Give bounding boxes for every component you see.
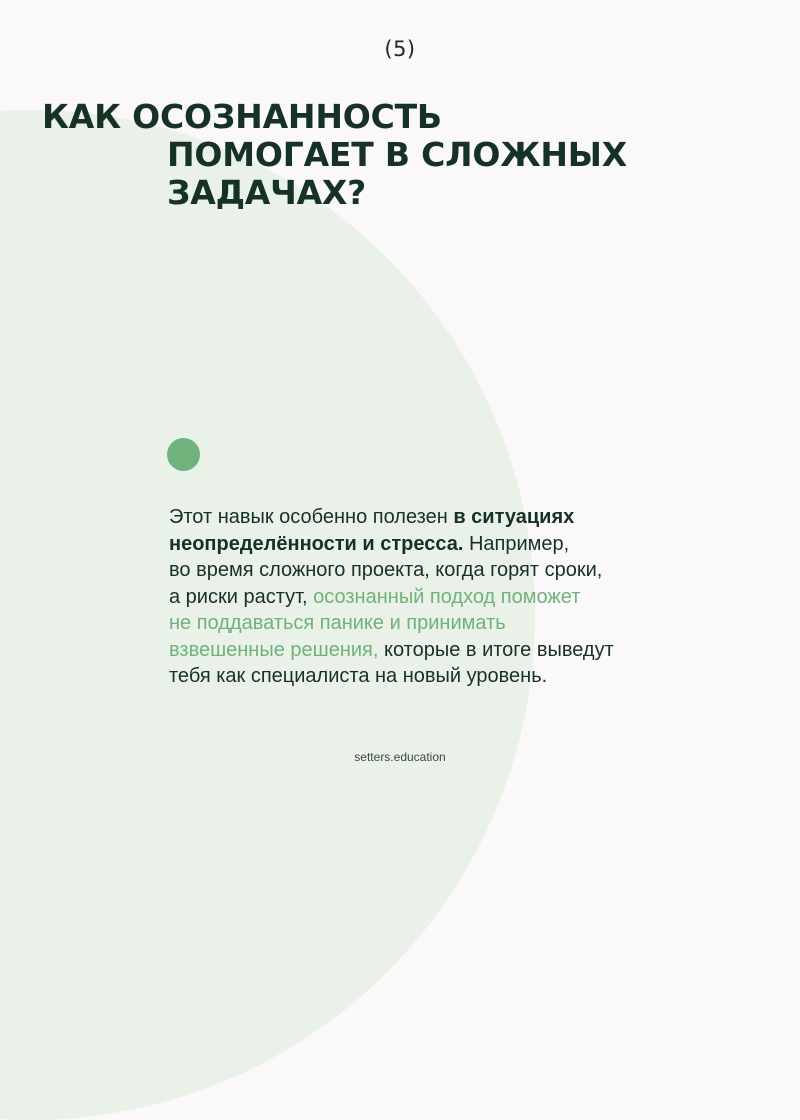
body-line-1 — [169, 504, 769, 531]
body-line-3: во время сложного проекта, когда горят сроки, — [169, 559, 603, 581]
body-text-highlight: осознанный подход поможет — [313, 585, 581, 608]
body-text — [169, 504, 769, 690]
body-line-7: тебя как специалиста на новый уровень. — [169, 665, 548, 687]
accent-dot — [167, 438, 200, 471]
body-text-bold: в ситуациях — [453, 506, 575, 528]
body-line-6 — [169, 637, 769, 664]
page-number: (5) — [384, 37, 416, 61]
title-line-3: ЗАДАЧАХ? — [167, 173, 367, 212]
body-text-regular: Этот навык особенно полезен — [169, 506, 454, 528]
body-text-regular: которые в итоге выведут — [378, 638, 614, 661]
body-text-regular: а риски растут, — [169, 585, 314, 608]
body-line-4 — [169, 584, 769, 611]
body-line-2 — [169, 531, 769, 558]
body-text-bold: неопределённости и стресса. — [169, 532, 464, 555]
footer-brand: setters.education — [354, 750, 446, 764]
body-line-5: не поддаваться панике и принимать — [169, 612, 506, 634]
title-line-2: ПОМОГАЕТ В СЛОЖНЫХ — [167, 135, 628, 174]
title-line-1: КАК ОСОЗНАННОСТЬ — [42, 97, 442, 136]
body-text-highlight: взвешенные решения, — [169, 638, 379, 661]
body-text-regular: Например, — [463, 532, 570, 555]
page-title — [42, 98, 627, 212]
